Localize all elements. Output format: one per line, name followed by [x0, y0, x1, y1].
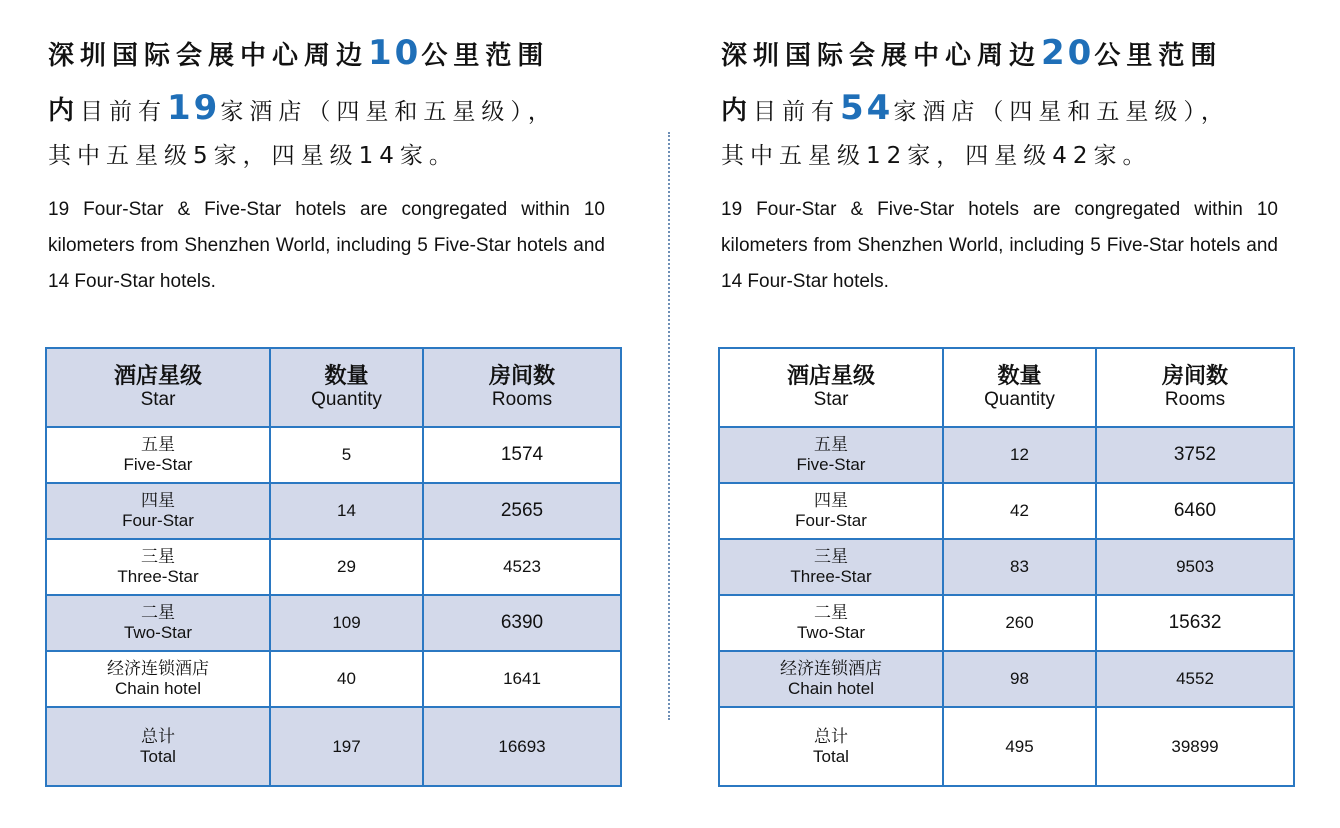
english-description: 19 Four-Star & Five-Star hotels are congregated within 10 kilometers from Shenzhen World, including 5 Five-Star hotels and 14 Four-Star hotels. [48, 199, 605, 292]
quantity-cell: 83 [943, 539, 1096, 595]
table-row [46, 651, 621, 707]
quantity-cell: 40 [270, 651, 423, 707]
table-row [719, 539, 1294, 595]
table-row-total [46, 707, 621, 786]
quantity-cell: 14 [270, 483, 423, 539]
quantity-cell: 29 [270, 539, 423, 595]
hotel-table-10km [45, 347, 622, 787]
hotel-count-highlight: 54 [840, 88, 894, 128]
panel-10km [48, 24, 623, 300]
panel-20km [721, 24, 1296, 300]
panel-title: 深圳国际会展中心周边20公里范围 [721, 33, 1223, 73]
rooms-cell: 9503 [1096, 539, 1294, 595]
quantity-cell: 12 [943, 427, 1096, 483]
km-highlight: 10 [368, 33, 422, 73]
quantity-cell: 42 [943, 483, 1096, 539]
star-breakdown-line: 其中五星级5家，四星级14家。 [48, 143, 458, 169]
hotel-count-line: 内目前有54家酒店（四星和五星级）， [721, 88, 1230, 128]
table-row [46, 427, 621, 483]
star-cell: 四星 Four-Star [46, 483, 270, 539]
km-highlight: 20 [1041, 33, 1095, 73]
hotel-count-highlight: 19 [167, 88, 221, 128]
table-row [719, 651, 1294, 707]
star-cell: 二星 Two-Star [719, 595, 943, 651]
quantity-cell: 260 [943, 595, 1096, 651]
table-header-row [719, 348, 1294, 427]
rooms-cell: 4523 [423, 539, 621, 595]
rooms-cell: 1574 [423, 427, 621, 483]
table-row [719, 595, 1294, 651]
table-row [719, 427, 1294, 483]
rooms-cell: 1641 [423, 651, 621, 707]
star-cell: 三星 Three-Star [719, 539, 943, 595]
table-row [46, 483, 621, 539]
rooms-cell: 4552 [1096, 651, 1294, 707]
rooms-cell: 6390 [423, 595, 621, 651]
star-cell: 五星 Five-Star [46, 427, 270, 483]
table-row [719, 483, 1294, 539]
header-quantity: 数量 Quantity [943, 348, 1096, 427]
star-breakdown-line: 其中五星级12家，四星级42家。 [721, 143, 1152, 169]
star-cell: 三星 Three-Star [46, 539, 270, 595]
table-row-total [719, 707, 1294, 786]
table-row [46, 595, 621, 651]
hotel-table-20km [718, 347, 1295, 787]
quantity-cell: 197 [270, 707, 423, 786]
quantity-cell: 495 [943, 707, 1096, 786]
header-quantity: 数量 Quantity [270, 348, 423, 427]
star-cell: 五星 Five-Star [719, 427, 943, 483]
header-rooms: 房间数 Rooms [1096, 348, 1294, 427]
rooms-cell: 39899 [1096, 707, 1294, 786]
quantity-cell: 109 [270, 595, 423, 651]
rooms-cell: 3752 [1096, 427, 1294, 483]
star-cell: 二星 Two-Star [46, 595, 270, 651]
header-rooms: 房间数 Rooms [423, 348, 621, 427]
star-cell: 总计 Total [46, 707, 270, 786]
table-header-row [46, 348, 621, 427]
rooms-cell: 15632 [1096, 595, 1294, 651]
star-cell: 四星 Four-Star [719, 483, 943, 539]
header-star: 酒店星级 Star [719, 348, 943, 427]
star-cell: 经济连锁酒店 Chain hotel [46, 651, 270, 707]
hotel-count-line: 内目前有19家酒店（四星和五星级）， [48, 88, 557, 128]
rooms-cell: 6460 [1096, 483, 1294, 539]
header-star: 酒店星级 Star [46, 348, 270, 427]
table-row [46, 539, 621, 595]
dotted-divider [668, 132, 670, 720]
star-cell: 经济连锁酒店 Chain hotel [719, 651, 943, 707]
panel-title: 深圳国际会展中心周边10公里范围 [48, 33, 550, 73]
quantity-cell: 98 [943, 651, 1096, 707]
star-cell: 总计 Total [719, 707, 943, 786]
rooms-cell: 2565 [423, 483, 621, 539]
rooms-cell: 16693 [423, 707, 621, 786]
quantity-cell: 5 [270, 427, 423, 483]
english-description: 19 Four-Star & Five-Star hotels are congregated within 10 kilometers from Shenzhen World, including 5 Five-Star hotels and 14 Four-Star hotels. [721, 199, 1278, 292]
